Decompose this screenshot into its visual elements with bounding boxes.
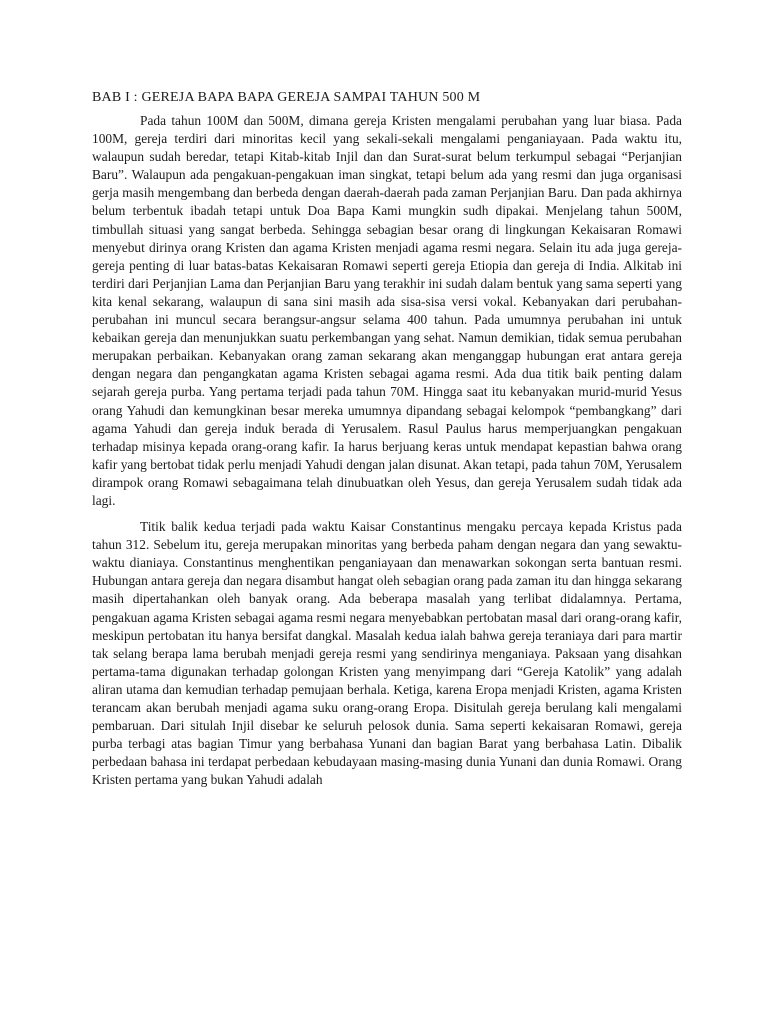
document-page — [92, 88, 682, 797]
chapter-title: BAB I : GEREJA BAPA BAPA GEREJA SAMPAI TAHUN 500 M — [92, 90, 481, 105]
paragraph-1: Pada tahun 100M dan 500M, dimana gereja Kristen mengalami perubahan yang luar biasa. Pada 100M, gereja terdiri dari minoritas kecil yang sekali-sekali mengalami penganiayaan. Pada waktu itu, walaupun sudah beredar, tetapi Kitab-kitab Injil dan dan Surat-surat belum terkumpul sebagai “Perjanjian Baru”. Walaupun ada pengakuan-pengakuan iman singkat, tetapi belum ada yang resmi dan juga organisasi gerja masih mengembang dan berbeda dengan daerah-daerah pada zaman Perjanjian Baru. Dan pada akhirnya belum terbentuk ibadah tetapi untuk Doa Bapa Kami mungkin sudh dipakai. Menjelang tahun 500M, timbullah situasi yang sangat berbeda. Sehingga sebagian besar orang di lingkungan Kekaisaran Romawi menyebut dirinya orang Kristen dan agama Kristen menjadi agama resmi negara. Selain itu ada juga gereja-gereja penting di luar batas-batas Kekaisaran Romawi seperti gereja Etiopia dan gereja di India. Alkitab ini terdiri dari Perjanjian Lama dan Perjanjian Baru yang terakhir ini sudah dalam bentuk yang sama seperti yang kita kenal sekarang, walaupun di sana sini masih ada sisa-sisa versi vokal. Kebanyakan dari perubahan-perubahan ini muncul secara berangsur-angsur selama 400 tahun. Pada umumnya perubahan ini untuk kebaikan gereja dan menunjukkan suatu perkembangan yang sehat. Namun demikian, tidak semua perubahan merupakan perbaikan. Kebanyakan orang zaman sekarang akan menganggap hubungan erat antara gereja dengan negara dan pengangkatan agama Kristen sebagai agama resmi. Ada dua titik baik penting dalam sejarah gereja purba. Yang pertama terjadi pada tahun 70M. Hingga saat itu kebanyakan murid-murid Yesus orang Yahudi dan kemungkinan besar mereka umumnya dipandang sebagai kelompok “pembangkang” dari agama Yahudi dan gereja induk berada di Yerusalem. Rasul Paulus harus memperjuangkan pengakuan terhadap misinya kepada orang-orang kafir. Ia harus berjuang keras untuk mendapat kepastian bahwa orang kafir yang bertobat tidak perlu menjadi Yahudi dengan jalan disunat. Akan tetapi, pada tahun 70M, Yerusalem dirampok orang Romawi sebagaimana telah dinubuatkan oleh Yesus, dan gereja Yerusalem sudah tidak ada lagi. — [92, 113, 682, 508]
paragraph-2: Titik balik kedua terjadi pada waktu Kaisar Constantinus mengaku percaya kepada Kristus pada tahun 312. Sebelum itu, gereja merupakan minoritas yang berbeda paham dengan negara dan yang sewaktu-waktu dianiaya. Constantinus menghentikan penganiayaan dan menawarkan sokongan serta bantuan resmi. Hubungan antara gereja dan negara disambut hangat oleh sebagian orang pada zaman itu dan hingga sekarang masih dipertahankan oleh banyak orang. Ada beberapa masalah yang terlibat didalamnya. Pertama, pengakuan agama Kristen sebagai agama resmi negara menyebabkan pertobatan masal dari orang-orang kafir, meskipun pertobatan itu hanya bersifat dangkal. Masalah kedua ialah bahwa gereja teraniaya dari para martir tak selang berapa lama berubah menjadi gereja resmi yang sendirinya menganiaya. Paksaan yang disahkan pertama-tama digunakan terhadap golongan Kristen yang menyimpang dari “Gereja Katolik” yang adalah aliran utama dan kemudian terhadap pemujaan berhala. Ketiga, karena Eropa menjadi Kristen, agama Kristen terancam akan berubah menjadi agama suku orang-orang Eropa. Disitulah gereja berulang kali mengalami pembaruan. Dari situlah Injil disebar ke seluruh pelosok dunia. Sama seperti kekaisaran Romawi, gereja purba terbagi atas bagian Timur yang berbahasa Yunani dan bagian Barat yang berbahasa Latin. Dibalik perbedaan bahasa ini terdapat perbedaan kebudayaan masing-masing dunia Yunani dan dunia Romawi. Orang Kristen pertama yang bukan Yahudi adalah — [92, 519, 682, 788]
